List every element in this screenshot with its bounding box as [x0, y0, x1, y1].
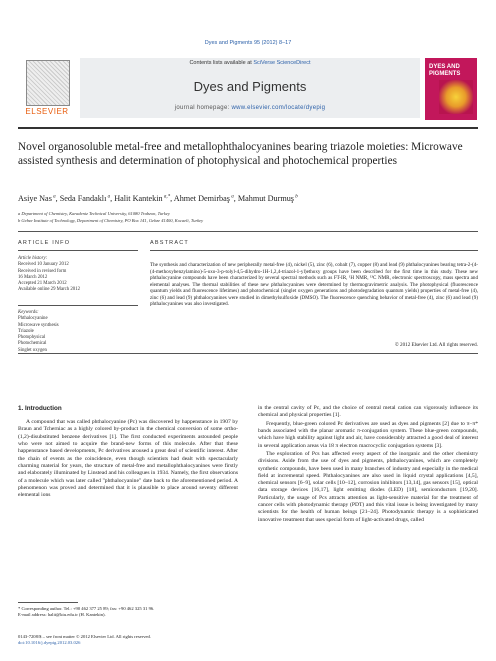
history-line: Accepted 21 March 2012 — [18, 281, 67, 287]
abstract-heading: ABSTRACT — [150, 240, 189, 246]
journal-reference[interactable]: Dyes and Pigments 95 (2012) 8–17 — [204, 40, 292, 46]
paragraph: in the central cavity of Pc, and the choice of central metal cation can vigorously influence its chemical and physical properties [1]. — [258, 405, 478, 419]
keywords-rule — [18, 305, 138, 306]
cover-title: DYES AND PIGMENTS — [429, 64, 461, 77]
author-affiliation-marker: a — [51, 194, 56, 200]
contents-prefix: Contents lists available at — [189, 60, 254, 66]
sciencedirect-link[interactable]: SciVerse ScienceDirect — [253, 60, 311, 66]
journal-title: Dyes and Pigments — [193, 79, 307, 94]
article-history — [18, 256, 138, 294]
keyword: Singlet oxygen — [18, 347, 47, 353]
paragraph: Frequently, blue-green colored Pc derivatives are used as dyes and pigments [2] due to π–π* bands associated with the planar aromatic π-conjugation system. These blue-green compounds, which have high stability against light and air, have considerably attracted a good deal of interest in several application areas via 18 π electron macrocyclic conjugation systems [3]. — [258, 420, 478, 449]
author-affiliation-marker: a,* — [162, 194, 171, 200]
keyword: Microwave synthesis — [18, 322, 59, 328]
homepage-prefix: journal homepage: — [174, 105, 232, 111]
author-affiliation-marker: a — [106, 194, 111, 200]
corresponding-author: * Corresponding author. Tel.: +90 462 377 25 89; fax: +90 462 325 31 96. — [18, 606, 155, 611]
history-line: Available online 29 March 2012 — [18, 287, 80, 293]
author-list: Asiye Nas $^a$, Seda Fandaklı $^a$, Halit Kantekin $^{a,*}$, Ahmet Demirbaş $^a$, Mahmut Durmuş $^b$ — [18, 194, 298, 203]
footnote-rule — [18, 602, 78, 603]
header-divider — [18, 127, 478, 129]
keywords-label: Keywords: — [18, 310, 39, 315]
email-address[interactable]: E-mail address: halit@ktu.edu.tr (H. Kantekin). — [18, 612, 106, 617]
author-affiliation-marker: b — [294, 194, 298, 200]
issn-line: 0143-7208/$ – see front matter © 2012 Elsevier Ltd. All rights reserved. — [18, 634, 151, 639]
abstract-copyright: © 2012 Elsevier Ltd. All rights reserved. — [394, 342, 478, 348]
keyword: Photochemical — [18, 341, 47, 347]
author-name: Seda Fandaklı — [59, 194, 107, 203]
contents-line — [80, 60, 420, 66]
article-title: Novel organosoluble metal-free and metallophthalocyanines bearing triazole moieties: Microwave assisted synthesis and determination of photophysical and photochemical properties — [18, 141, 463, 167]
history-line: Received in revised form — [18, 268, 67, 274]
article-info-rule — [18, 250, 138, 251]
keyword: Triazole — [18, 328, 34, 334]
affiliation-divider — [18, 231, 478, 232]
abstract-text: The synthesis and characterization of new peripherally metal-free (4), nickel (5), zinc (6), cobalt (7), copper (8) and lead (9) phthalocyanines bearing tetra-2-(4-(4-methoxybenzylamino)-5-oxo-3-p-tolyl-4,5-dihydro-1H-1,2,4-triazol-1-yl)ethoxy groups have been described for the first time in this study. These new phthalocyanine compounds have been characterized by several spectral methods such as FT-IR, ¹H NMR, ¹³C NMR, electronic spectroscopy, mass spectra and elemental analyses. The thermal stabilities of these new phthalocyanines were determined by thermogravimetric analysis. The photophysical (fluorescence quantum yields and fluorescence lifetimes) and photochemical (singlet oxygen generations and photodegradation quantum yields) properties of metal-free (4), zinc (6) and lead (9) phthalocyanines were studied in dimethylsulfoxide (DMSO). The fluorescence quenching behavior of metal-free (4), zinc (6) and lead (9) phthalocyanines was also investigated. — [150, 262, 478, 307]
author-name: Mahmut Durmuş — [237, 194, 294, 203]
keywords-block — [18, 310, 138, 354]
publisher-name: ELSEVIER — [25, 107, 69, 116]
history-line: 16 March 2012 — [18, 274, 48, 280]
left-column — [18, 419, 238, 499]
affiliation-a: a Department of Chemistry, Karadeniz Technical University, 61080 Trabzon, Turkey — [18, 211, 170, 216]
author-name: Asiye Nas — [18, 194, 52, 203]
corresponding-footnote — [18, 606, 238, 618]
author-name: Halit Kantekin — [114, 194, 163, 203]
doi-link[interactable]: doi:10.1016/j.dyepig.2012.03.026 — [18, 640, 81, 645]
paragraph: A compound that was called phthalocyanine (Pc) was discovered by happenstance in 1907 by Braun and Tcherniac as a highly colored by-product in the chemical conversion of some ortho-(1,2)-disubstituted benzene derivatives [1]. The first conducted experiments astounded people who were not aimed to acquire the brand-new forms of this molecule. After that these happenstance based developments, Pc derivatives aroused a great deal of scientific interest. After the chain of events as the coincidence, even though scientists had dealt with spectacularly charming material for years, the structure of metal-free and metallophthalocyanines were firstly and elaborately illuminated by Linstead and his colleagues in 1934. Namely, the first observations of a molecule which was later called "phthalocyanine" date back to the aforementioned period. A phenomenon was proved and determined that it is plausible to place around seventy different elemental ions — [18, 419, 238, 499]
keyword: Phthalocyanine — [18, 316, 48, 322]
elsevier-logo — [18, 58, 76, 120]
paragraph: The exploration of Pcs has affected every aspect of the inorganic and the other chemistry divisions. Aside from the use of dyes and pigments, phthalocyanines, which are completely synthetic compounds, have been used in many branches of industry and especially in the medical field at incremental speed. Phthalocyanines are also used in liquid crystal applications [4,5], chemical sensors [6–9], solar cells [10–12], corrosion inhibitors [13,14], gas sensors [15], optical data storage devices [16,17], light emitting diodes (LED) [18], semiconductors [19,20]. Particularly, the usage of Pcs attracts attention as light-sensitive material for the treatment of cancer cells with photodynamic therapy (PDT) and this vital issue is being investigated by many scientists for the health of human beings [21–24]. Photodynamic therapy is a sophisticated innovative treatment that uses special form of light-activated drugs, called — [258, 450, 478, 523]
section-heading: 1. Introduction — [18, 405, 62, 412]
journal-cover-image — [425, 58, 477, 120]
abstract-rule — [150, 250, 478, 251]
journal-header — [80, 58, 420, 118]
article-info-heading: ARTICLE INFO — [18, 240, 71, 246]
keyword: Photophysical — [18, 335, 46, 341]
history-line: Received 10 January 2012 — [18, 262, 69, 268]
page-footer — [18, 634, 238, 646]
author-affiliation-marker: a — [229, 194, 234, 200]
tree-logo-icon — [26, 60, 70, 106]
homepage-link[interactable]: www.elsevier.com/locate/dyepig — [231, 105, 326, 111]
abstract-end-rule — [18, 353, 478, 354]
journal-homepage — [80, 105, 420, 111]
author-name: Ahmet Demirbaş — [173, 194, 230, 203]
history-label: Article history: — [18, 256, 48, 261]
right-column — [258, 405, 478, 524]
cover-artwork — [439, 80, 473, 114]
affiliation-b: b Gebze Institute of Technology, Department of Chemistry, PO Box 141, Gebze 41400, Kocaeli, Turkey — [18, 218, 204, 223]
